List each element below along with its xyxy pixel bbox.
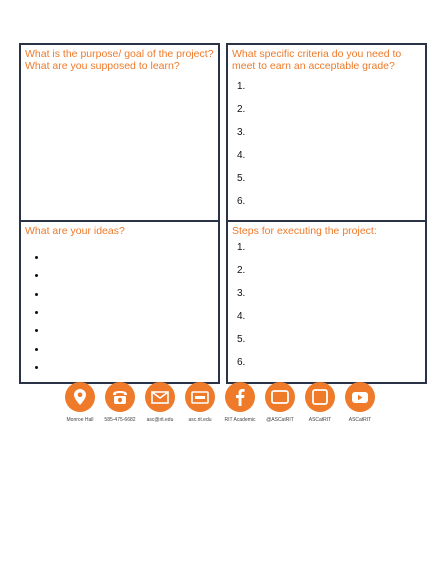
steps-item-1: 1. xyxy=(237,242,246,253)
criteria-item-1: 1. xyxy=(237,81,246,92)
list-item xyxy=(35,366,38,369)
facebook-icon[interactable] xyxy=(225,382,255,412)
youtube-label: ASCatRIT xyxy=(348,417,372,423)
instagram-icon[interactable] xyxy=(305,382,335,412)
criteria-heading: What specific criteria do you need to meet to earn an acceptable grade? xyxy=(232,48,402,72)
steps-item-5: 5. xyxy=(237,334,246,345)
criteria-item-2: 2. xyxy=(237,104,246,115)
envelope-icon[interactable] xyxy=(145,382,175,412)
list-item xyxy=(35,329,38,332)
twitter-icon[interactable] xyxy=(265,382,295,412)
list-item xyxy=(35,293,38,296)
purpose-heading: What is the purpose/ goal of the project? What are you supposed to learn? xyxy=(25,48,214,72)
list-item xyxy=(35,256,38,259)
location-label: Monroe Hall xyxy=(66,417,94,423)
ideas-box xyxy=(19,220,220,384)
steps-item-4: 4. xyxy=(237,311,246,322)
phone-icon[interactable] xyxy=(105,382,135,412)
criteria-item-5: 5. xyxy=(237,173,246,184)
web-label: asc.rit.edu xyxy=(188,417,212,423)
contact-footer xyxy=(0,380,440,430)
email-label: asc@rit.edu xyxy=(146,417,174,423)
list-item xyxy=(35,274,38,277)
criteria-box xyxy=(226,43,427,223)
criteria-item-3: 3. xyxy=(237,127,246,138)
phone-label: 585-475-6682 xyxy=(104,417,136,423)
list-item xyxy=(35,311,38,314)
youtube-icon[interactable] xyxy=(345,382,375,412)
steps-item-2: 2. xyxy=(237,265,246,276)
criteria-item-4: 4. xyxy=(237,150,246,161)
list-item xyxy=(35,348,38,351)
ideas-heading: What are your ideas? xyxy=(25,225,125,237)
criteria-item-6: 6. xyxy=(237,196,246,207)
instagram-label: ASCatRIT xyxy=(308,417,332,423)
web-card-icon[interactable] xyxy=(185,382,215,412)
purpose-box xyxy=(19,43,220,223)
steps-box xyxy=(226,220,427,384)
steps-item-6: 6. xyxy=(237,357,246,368)
facebook-label: RIT Academic xyxy=(224,417,256,423)
steps-heading: Steps for executing the project: xyxy=(232,225,377,237)
steps-item-3: 3. xyxy=(237,288,246,299)
location-pin-icon[interactable] xyxy=(65,382,95,412)
twitter-label: @ASCatRIT xyxy=(266,417,294,423)
